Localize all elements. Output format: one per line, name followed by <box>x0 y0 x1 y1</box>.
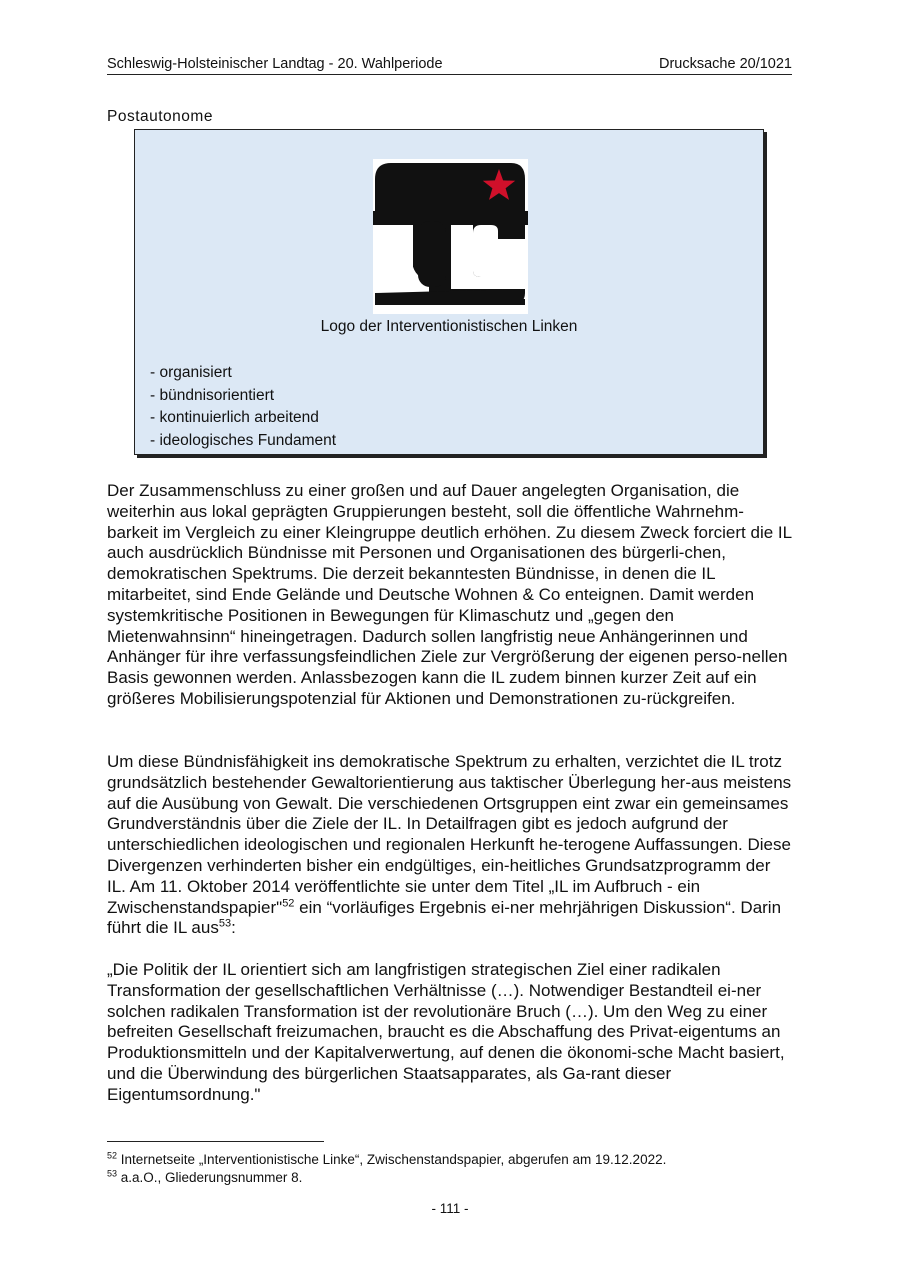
footnote-ref-53[interactable]: 53 <box>218 917 232 930</box>
feature-list <box>150 362 336 452</box>
il-logo-icon <box>373 159 528 314</box>
info-box <box>134 129 764 455</box>
page-header <box>107 56 792 75</box>
list-item: - ideologisches Fundament <box>150 431 337 449</box>
footnote-52 <box>107 1151 666 1169</box>
paragraph-1: Der Zusammenschluss zu einer großen und auf Dauer angelegten Organisation, die weiterhin aus lokal geprägten Gruppierungen besteht, soll die öffentliche Wahrnehm-barkeit im Vergleich zu einer Kleingruppe deutlich erhöhen. Zu diesem Zweck forciert die IL auch ausdrücklich Bündnisse mit Personen und Organisationen des bürgerli-chen, demokratischen Spektrums. Die derzeit bekanntesten Bündnisse, in denen die IL mitarbeitet, sind Ende Gelände und Deutsche Wohnen & Co enteignen. Damit werden systemkritische Positionen in Bewegungen für Klimaschutz und „gegen den Mietenwahnsinn“ hineingetragen. Dadurch sollen langfristig neue Anhängerinnen und Anhänger für ihre verfassungsfeindlichen Ziele zur Vergrößerung der eigenen perso-nellen Basis gewonnen werden. Anlassbezogen kann die IL zudem binnen kurzer Zeit auf ein größeres Mobilisierungspotenzial für Aktionen und Demonstrationen zu-rückgreifen. <box>107 481 792 708</box>
footnote-number: 53 <box>107 1168 118 1179</box>
list-item: - bündnisorientiert <box>150 386 275 404</box>
section-label: Postautonome <box>107 108 213 125</box>
footnotes <box>107 1151 666 1187</box>
quote-paragraph: „Die Politik der IL orientiert sich am langfristigen strategischen Ziel einer radikalen Transformation der gesellschaftlichen Verhältnisse (…). Notwendiger Bestandteil ei-ner solchen radikalen Transformation ist der revolutionäre Bruch (…). Um den Weg zu einer befreiten Gesellschaft freizumachen, braucht es die Abschaffung des Privat-eigentums an Produktionsmitteln und der Kapitalverwertung, auf denen die ökonomi-sche Macht basiert, und die Überwindung des bürgerlichen Staatsapparates, als Ga-rant dieser Eigentumsordnung." <box>107 960 785 1104</box>
document-number: Drucksache 20/1021 <box>659 56 792 72</box>
paragraph-2 <box>107 752 792 939</box>
paragraph-2-text: Um diese Bündnisfähigkeit ins demokratische Spektrum zu erhalten, verzichtet die IL trotz grundsätzlich bestehender Gewaltorientierung aus taktischer Überlegung her-aus meistens auf die Ausübung von Gewalt. Die verschiedenen Ortsgruppen eint zwar ein gemeinsames Grundverständnis über die Ziele der IL. In Detailfragen gibt es jedoch aufgrund der unterschiedlichen ideologischen und regionalen Herkunft he-terogene Auffassungen. Diese Divergenzen verhinderten bisher ein endgültiges, ein-heitliches Grundsatzprogramm der IL. Am 11. Oktober 2014 veröffentlichte sie unter dem Titel „IL im Aufbruch - ein Zwischenstandspapier" <box>107 752 792 917</box>
footnote-ref-52[interactable]: 52 <box>282 896 295 909</box>
paragraph-2-text-cont: ein “vorläufiges Ergebnis ei-ner mehrjährigen Diskussion“. Darin führt die IL aus <box>107 897 782 938</box>
logo-caption: Logo der Interventionistischen Linken <box>320 318 578 335</box>
footnote-text: Internetseite „Interventionistische Linke“, Zwischenstandspapier, abgerufen am 19.12.2022. <box>117 1152 667 1167</box>
footnote-text: a.a.O., Gliederungsnummer 8. <box>117 1170 303 1185</box>
list-item: - organisiert <box>150 364 232 381</box>
header-title: Schleswig-Holsteinischer Landtag - 20. Wahlperiode <box>107 56 443 72</box>
page-number: - 111 - <box>431 1201 469 1216</box>
footnote-separator <box>107 1141 324 1142</box>
list-item: - kontinuierlich arbeitend <box>150 409 319 426</box>
paragraph-2-end: : <box>231 918 236 938</box>
il-logo <box>373 159 528 314</box>
footnote-number: 52 <box>107 1150 118 1161</box>
footnote-53 <box>107 1169 666 1187</box>
